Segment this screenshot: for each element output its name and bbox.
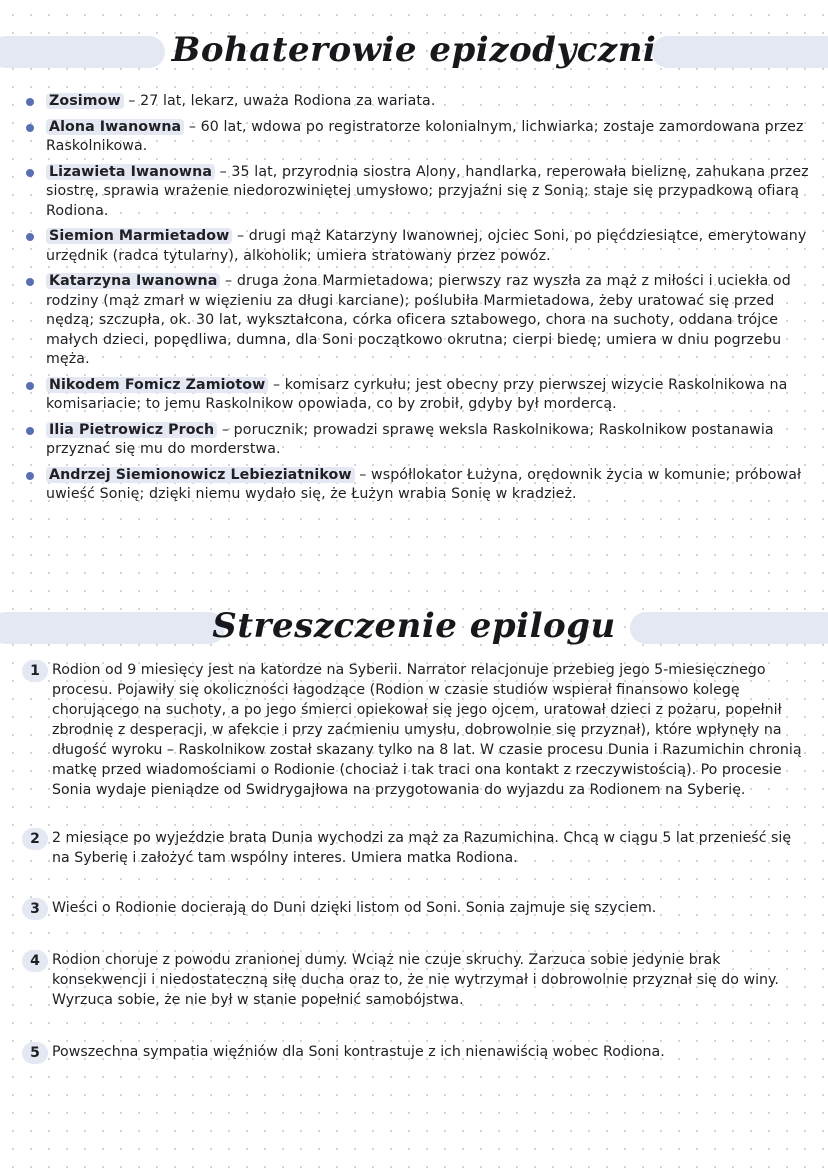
list-item: [22, 950, 812, 1010]
step-text: 2 miesiące po wyjeździe brata Dunia wychodzi za mąż za Razumichina. Chcą w ciągu 5 lat przenieść się na Syberię i założyć tam wspólny interes. Umiera matka Rodiona.: [52, 830, 792, 866]
list-item: [22, 376, 812, 415]
step-text: Rodion od 9 miesięcy jest na katordze na Syberii. Narrator relacjonuje przebieg jego 5-miesięcznego procesu. Pojawiły się okoliczności łagodzące (Rodion w czasie studiów wspierał finansowo kolegę chorującego na suchoty, a po jego śmierci opiekował się jego ojcem, uratował dzieci z pożaru, popełnił zbrodnię z desperacji, w afekcie i przy zaćmieniu umysłu, dobrowolnie się przyznał), które wpłynęły na długość wyroku – Raskolnikow został skazany tylko na 8 lat. W czasie procesu Dunia i Razumichin chronią matkę przed wiadomościami o Rodionie (chociaż i tak traci ona kontakt z rzeczywistością). Po procesie Sonia wydaje pieniądze od Swidrygajłowa na przygotowania do wyjazdu za Rodionem na Syberię.: [52, 662, 802, 798]
list-item: [22, 1042, 812, 1062]
step-text: Wieści o Rodionie docierają do Duni dzięki listom od Soni. Sonia zajmuje się szyciem.: [52, 900, 657, 916]
step-number: 5: [22, 1042, 48, 1064]
character-name: Zosimow: [46, 93, 124, 109]
list-item: [22, 898, 812, 918]
step-number: 2: [22, 828, 48, 850]
bullet-icon: [26, 233, 34, 241]
list-item: [22, 118, 812, 157]
character-description: – 35 lat, przyrodnia siostra Alony, handlarka, reperowała bieliznę, zahukana przez siostrę, sprawia wrażenie niedorozwiniętej umysłowo; przyjaźni się z Sonią; staje się przypadkową ofiarą Rodiona.: [46, 163, 809, 219]
character-description: – 60 lat, wdowa po registratorze kolonialnym, lichwiarka; zostaje zamordowana przez Raskolnikowa.: [46, 118, 804, 154]
bullet-icon: [26, 427, 34, 435]
characters-list: [22, 92, 812, 511]
section-title: Streszczenie epilogu: [212, 606, 616, 646]
bullet-icon: [26, 472, 34, 480]
list-item: [22, 828, 812, 868]
character-name: Nikodem Fomicz Zamiotow: [46, 377, 268, 393]
step-text: Powszechna sympatia więźniów dla Soni kontrastuje z ich nienawiścią wobec Rodiona.: [52, 1044, 665, 1060]
character-name: Siemion Marmietadow: [46, 228, 232, 244]
bullet-icon: [26, 124, 34, 132]
character-description: – drugi mąż Katarzyny Iwanownej, ojciec Soni, po pięćdziesiątce, emerytowany urzędnik (radca tytularny), alkoholik; umiera stratowany przez powóz.: [46, 228, 807, 264]
section-heading-2: [0, 606, 828, 652]
list-item: [22, 227, 812, 266]
character-name: Katarzyna Iwanowna: [46, 273, 220, 289]
step-number: 1: [22, 660, 48, 682]
character-description: – porucznik; prowadzi sprawę weksla Raskolnikowa; Raskolnikow postanawia przyznać się mu do morderstwa.: [46, 421, 774, 457]
character-name: Andrzej Siemionowicz Lebieziatnikow: [46, 467, 355, 483]
list-item: [22, 163, 812, 222]
step-number: 4: [22, 950, 48, 972]
bullet-icon: [26, 382, 34, 390]
list-item: [22, 660, 812, 800]
list-item: [22, 421, 812, 460]
character-description: – 27 lat, lekarz, uważa Rodiona za wariata.: [123, 93, 436, 109]
list-item: [22, 92, 812, 112]
bullet-icon: [26, 169, 34, 177]
list-item: [22, 272, 812, 370]
character-name: Alona Iwanowna: [46, 119, 184, 135]
section-title: Bohaterowie epizodyczni: [171, 30, 657, 70]
character-name: Lizawieta Iwanowna: [46, 164, 215, 180]
section-heading-1: [0, 30, 828, 76]
character-description: – druga żona Marmietadowa; pierwszy raz wyszła za mąż z miłości i uciekła od rodziny (mąż zmarł w więzieniu za długi karciane); poślubiła Marmietadowa, żeby uratować się przed nędzą; szczupła, ok. 30 lat, wykształcona, córka oficera sztabowego, chora na suchoty, oddana trójce małych dzieci, popędliwa, dumna, dla Soni początkowo okrutna; cierpi biedę; umiera w dniu pogrzebu męża.: [46, 273, 791, 367]
step-text: Rodion choruje z powodu zranionej dumy. Wciąż nie czuje skruchy. Zarzuca sobie jedynie brak konsekwencji i niedostateczną siłę ducha oraz to, że nie wytrzymał i dobrowolnie przyznał się do winy. Wyrzuca sobie, że nie był w stanie popełnić samobójstwa.: [52, 952, 779, 1008]
character-description: – komisarz cyrkułu; jest obecny przy pierwszej wizycie Raskolnikowa na komisariacie; to jemu Raskolnikow opowiada, co by zrobił, gdyby był mordercą.: [46, 376, 788, 412]
character-name: Ilia Pietrowicz Proch: [46, 422, 217, 438]
epilogue-steps: [22, 660, 812, 1062]
step-number: 3: [22, 898, 48, 920]
bullet-icon: [26, 278, 34, 286]
character-description: – współlokator Łużyna, orędownik życia w komunie; próbował uwieść Sonię; dzięki niemu wydało się, że Łużyn wrabia Sonię w kradzież.: [46, 466, 802, 502]
bullet-icon: [26, 98, 34, 106]
list-item: [22, 466, 812, 505]
